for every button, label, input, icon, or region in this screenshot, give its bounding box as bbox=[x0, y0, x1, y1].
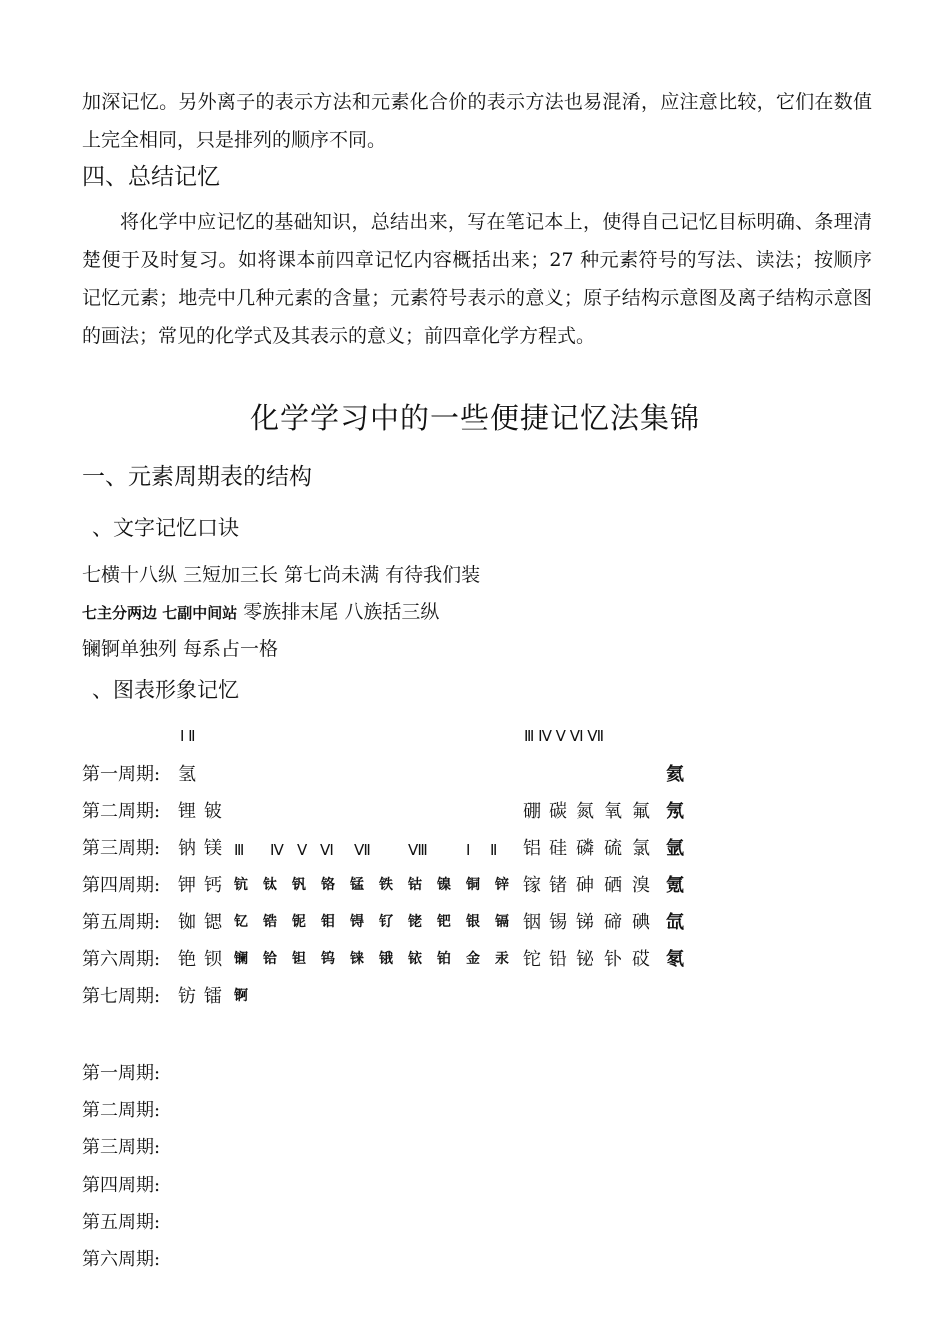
heading-summary-memory: 四、总结记忆 bbox=[82, 164, 220, 190]
element-cell: 铷 bbox=[178, 912, 196, 933]
element-cell: 钡 bbox=[204, 949, 222, 970]
element-cell-transition: 钽 bbox=[292, 951, 306, 967]
element-cell: 锑 bbox=[576, 912, 594, 933]
element-cell-transition: 钛 bbox=[263, 877, 277, 893]
element-cell-transition: 镉 bbox=[495, 914, 509, 930]
element-cell: 镁 bbox=[204, 838, 222, 859]
period-label: 第六周期: bbox=[82, 949, 161, 970]
element-cell: 碳 bbox=[549, 801, 567, 822]
element-cell: 溴 bbox=[632, 875, 650, 896]
element-cell-transition: 铁 bbox=[379, 877, 393, 893]
element-cell-transition: 钴 bbox=[408, 877, 422, 893]
element-cell: 硅 bbox=[549, 838, 567, 859]
period-label: 第四周期: bbox=[82, 875, 161, 896]
element-cell: 铅 bbox=[549, 949, 567, 970]
element-cell-transition: 金 bbox=[466, 951, 480, 967]
element-cell-transition: 锰 bbox=[350, 877, 364, 893]
blank-period-label: 第二周期: bbox=[82, 1100, 161, 1121]
element-cell: 磷 bbox=[576, 838, 594, 859]
element-cell-transition: 锝 bbox=[350, 914, 364, 930]
element-cell-transition: 铬 bbox=[321, 877, 335, 893]
element-cell-transition: 铪 bbox=[263, 951, 277, 967]
element-cell: 砷 bbox=[576, 875, 594, 896]
paragraph-continuation: 加深记忆。另外离子的表示方法和元素化合价的表示方法也易混淆，应注意比较，它们在数值上完全相同，只是排列的顺序不同。 bbox=[82, 91, 872, 151]
group-header-right: Ⅲ Ⅳ Ⅴ Ⅵ Ⅶ bbox=[524, 729, 605, 745]
element-cell: 硒 bbox=[604, 875, 622, 896]
element-cell-transition: 铂 bbox=[437, 951, 451, 967]
element-cell: 镓 bbox=[523, 875, 541, 896]
period-row bbox=[82, 797, 782, 827]
paragraph-summary: 将化学中应记忆的基础知识，总结出来，写在笔记本上，使得自己记忆目标明确、条理清楚便于及时复习。如将课本前四章记忆内容概括出来；27 种元素符号的写法、读法；按顺序记忆元素；地壳中几种元素的含量；元素符号表示的意义；原子结构示意图及离子结构示意图的画法；常见的化学式及其表示的意义；前四章化学方程式。 bbox=[82, 211, 872, 347]
element-cell-transition: 钪 bbox=[234, 877, 248, 893]
mid-group-label: Ⅰ bbox=[466, 843, 471, 859]
element-cell: 钫 bbox=[178, 986, 196, 1007]
element-cell-transition: 钯 bbox=[437, 914, 451, 930]
element-cell: 氩 bbox=[666, 838, 684, 859]
element-cell: 氡 bbox=[666, 949, 684, 970]
element-cell-transition: 铌 bbox=[292, 914, 306, 930]
blank-period-label: 第四周期: bbox=[82, 1175, 161, 1196]
element-cell-transition: 铜 bbox=[466, 877, 480, 893]
element-cell: 氪 bbox=[666, 875, 684, 896]
element-cell: 氦 bbox=[666, 764, 684, 785]
period-row bbox=[82, 834, 782, 864]
blank-period-label: 第六周期: bbox=[82, 1249, 161, 1270]
page-title: 化学学习中的一些便捷记忆法集锦 bbox=[249, 401, 700, 435]
element-cell: 钙 bbox=[204, 875, 222, 896]
element-cell-transition: 镧 bbox=[234, 951, 248, 967]
element-cell-transition: 钒 bbox=[292, 877, 306, 893]
element-cell: 铊 bbox=[523, 949, 541, 970]
mid-group-label: Ⅷ bbox=[408, 843, 428, 859]
period-label: 第一周期: bbox=[82, 764, 161, 785]
element-cell: 铯 bbox=[178, 949, 196, 970]
element-cell: 氢 bbox=[178, 764, 196, 785]
heading-periodic-table-structure: 一、元素周期表的结构 bbox=[82, 464, 312, 490]
element-cell: 钋 bbox=[604, 949, 622, 970]
element-cell: 氖 bbox=[666, 801, 684, 822]
element-cell: 铍 bbox=[204, 801, 222, 822]
group-header-left: Ⅰ Ⅱ bbox=[180, 729, 196, 745]
element-cell-transition: 锌 bbox=[495, 877, 509, 893]
rhyme-line-2 bbox=[82, 597, 439, 624]
mid-group-label: Ⅲ bbox=[234, 843, 245, 859]
period-label: 第七周期: bbox=[82, 986, 161, 1007]
element-cell: 氯 bbox=[632, 838, 650, 859]
period-label: 第二周期: bbox=[82, 801, 161, 822]
element-cell: 铋 bbox=[576, 949, 594, 970]
element-cell: 氮 bbox=[576, 801, 594, 822]
element-cell-transition: 钼 bbox=[321, 914, 335, 930]
blank-period-label: 第三周期: bbox=[82, 1137, 161, 1158]
element-cell: 铟 bbox=[523, 912, 541, 933]
element-cell: 铝 bbox=[523, 838, 541, 859]
mid-group-label: Ⅱ bbox=[490, 843, 498, 859]
element-cell: 钠 bbox=[178, 838, 196, 859]
mid-group-label: Ⅴ bbox=[297, 843, 308, 859]
element-cell-transition: 锆 bbox=[263, 914, 277, 930]
element-cell: 氧 bbox=[604, 801, 622, 822]
element-cell-transition: 锕 bbox=[234, 988, 248, 1004]
rhyme-line-2-rest: 零族排末尾 八族括三纵 bbox=[237, 601, 440, 623]
element-cell: 锶 bbox=[204, 912, 222, 933]
element-cell: 钾 bbox=[178, 875, 196, 896]
mid-group-label: Ⅶ bbox=[354, 843, 371, 859]
element-cell: 碲 bbox=[604, 912, 622, 933]
element-cell: 硫 bbox=[604, 838, 622, 859]
blank-period-label: 第五周期: bbox=[82, 1212, 161, 1233]
element-cell: 锡 bbox=[549, 912, 567, 933]
element-cell: 氙 bbox=[666, 912, 684, 933]
element-cell: 砹 bbox=[632, 949, 650, 970]
blank-period-label: 第一周期: bbox=[82, 1063, 161, 1084]
rhyme-line-3: 镧锕单独列 每系占一格 bbox=[82, 638, 279, 660]
element-cell: 锂 bbox=[178, 801, 196, 822]
period-label: 第五周期: bbox=[82, 912, 161, 933]
subheading-chart-mnemonic: 、图表形象记忆 bbox=[92, 678, 239, 702]
period-label: 第三周期: bbox=[82, 838, 161, 859]
element-cell-transition: 钨 bbox=[321, 951, 335, 967]
mid-group-label: Ⅵ bbox=[320, 843, 334, 859]
rhyme-line-2-bold: 七主分两边 七副中间站 bbox=[82, 604, 238, 622]
element-cell-transition: 锇 bbox=[379, 951, 393, 967]
element-cell-transition: 银 bbox=[466, 914, 480, 930]
rhyme-line-1: 七横十八纵 三短加三长 第七尚未满 有待我们装 bbox=[82, 564, 481, 586]
element-cell-transition: 钇 bbox=[234, 914, 248, 930]
period-row bbox=[82, 760, 782, 790]
period-row bbox=[82, 908, 782, 938]
element-cell: 氟 bbox=[632, 801, 650, 822]
subheading-text-mnemonic: 、文字记忆口诀 bbox=[92, 516, 239, 540]
mid-group-label: Ⅳ bbox=[270, 843, 284, 859]
element-cell-transition: 镍 bbox=[437, 877, 451, 893]
element-cell: 锗 bbox=[549, 875, 567, 896]
element-cell: 镭 bbox=[204, 986, 222, 1007]
period-row bbox=[82, 982, 782, 1012]
element-cell-transition: 铱 bbox=[408, 951, 422, 967]
element-cell-transition: 钌 bbox=[379, 914, 393, 930]
element-cell-transition: 铑 bbox=[408, 914, 422, 930]
element-cell: 碘 bbox=[632, 912, 650, 933]
period-row bbox=[82, 871, 782, 901]
period-row bbox=[82, 945, 782, 975]
element-cell: 硼 bbox=[523, 801, 541, 822]
element-cell-transition: 铼 bbox=[350, 951, 364, 967]
element-cell-transition: 汞 bbox=[495, 951, 509, 967]
